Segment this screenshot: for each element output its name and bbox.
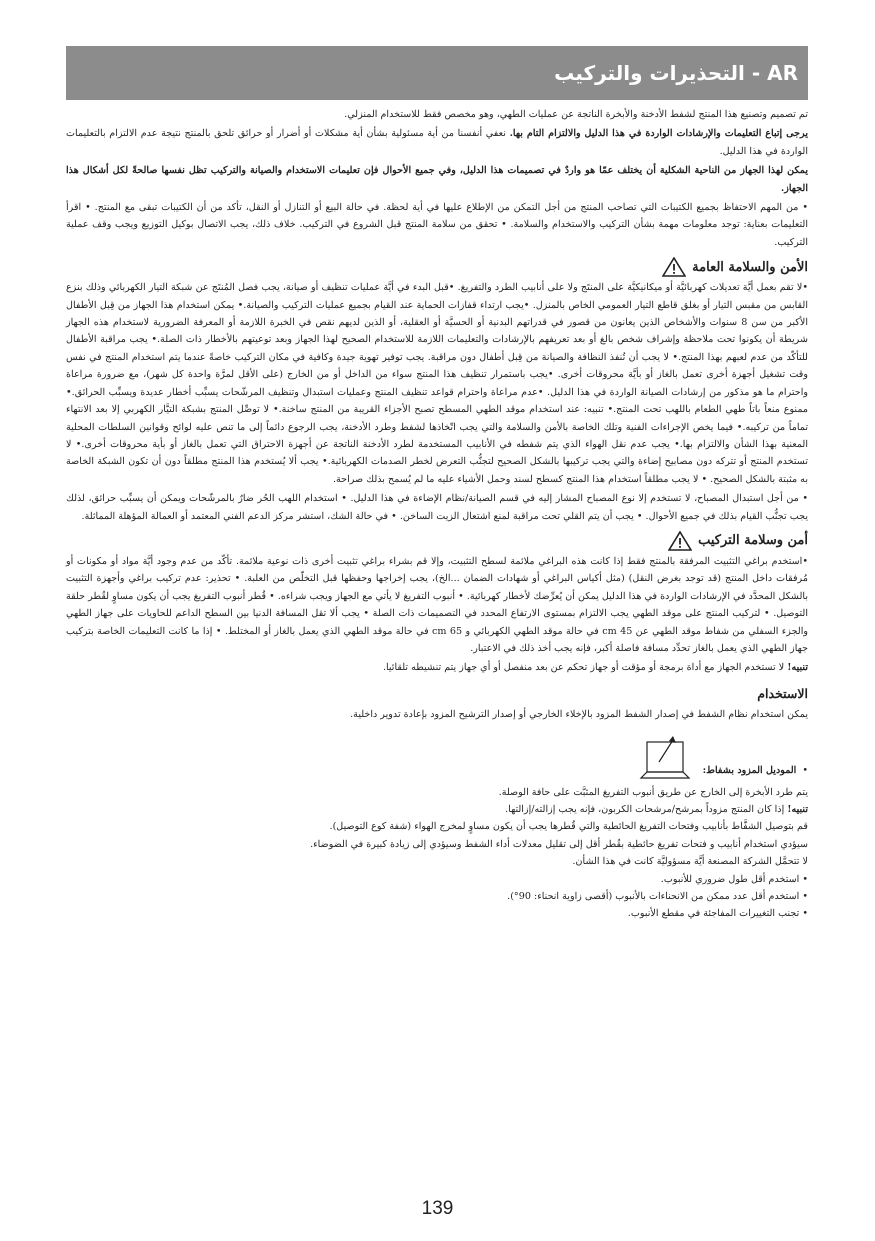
intro-instruction-rest: نعفي أنفسنا من أية مسئولية بشأن أية مشكلات أو أضرار أو حرائق تلحق بالمنتج نتيجة عدم الالتزام بالتعليمات الواردة في هذا الدليل. [66, 128, 808, 157]
ducted-model-title: الموديل المزود بشفاط: [702, 765, 797, 777]
intro-paragraph-2 [66, 125, 808, 160]
list-item: • استخدم أقل طول ضروري للأنبوب. [660, 873, 808, 885]
warning-triangle-icon [668, 531, 692, 551]
install-heading [66, 531, 808, 551]
list-item: سيؤدي استخدام أنابيب و فتحات تفريغ حائطية بقُطر أقل إلى تقليل معدلات أداء الشفط وسيؤدي إلى زيادة كبيرة في الضوضاء. [310, 838, 808, 850]
filter-warning-bold: تنبيه! [787, 804, 808, 815]
usage-paragraph-1: يمكن استخدام نظام الشفط في إصدار الشفط المزود بالإخلاء الخارجي أو إصدار الترشيح المزود بإعادة تدوير داخلية. [350, 709, 808, 721]
list-item: • تجنب التغييرات المفاجئة في مقطع الأنبوب. [627, 908, 808, 920]
usage-title: الاستخدام [757, 685, 808, 701]
list-item: يتم طرد الأبخرة إلى الخارج عن طريق أنبوب التفريغ المثبَّت على حافة الوصلة. [498, 786, 808, 798]
page-number: 139 [421, 1198, 454, 1219]
list-item [66, 801, 808, 818]
intro-paragraph-1: تم تصميم وتصنيع هذا المنتج لشفط الأدخنة والأبخرة الناتجة عن عمليات الطهي، وهو مخصص فقط للاستخدام المنزلي. [344, 109, 808, 120]
install-title: أمن وسلامة التركيب [698, 533, 808, 549]
intro-paragraph-4: • من المهم الاحتفاظ بجميع الكتيبات التي تصاحب المنتج من أجل التمكن من الإطلاع عليها في أية لحظة. في حالة البيع أو التنازل أو النقل، تأكد من أن الكتيبات تبقى مع المنتج. • اقرأ التعليمات بعناية: توجد معلومات مهمة بشأن التركيب والاستخدام والسلامة. • تحقق من سلامة المنتج قبل الشروع في التركيب. خلاف ذلك، يجب الاتصال بوكيل التوزيع ويجب وقف عملية التركيب. [66, 202, 808, 248]
warning-triangle-icon [662, 257, 686, 277]
install-paragraph-2 [66, 659, 808, 676]
install-paragraph-1: •استخدم براغي التثبيت المرفقة بالمنتج فقط إذا كانت هذه البراغي ملائمة لسطح التثبيت، وإلا قم بشراء براغي تثبيت أخرى ذات نوعية ملائمة. تأكّد من عدم وجود أيَّة مواد أو مكونات أو مُرفقات داخل المنتج (قد توجد بغرض النقل) (مثل أكياس البراغي أو شهادات الضمان ...الخ)، يجب إخراجها وحفظها قبل التخلّص من العلبة. • تحذير: عدم تركيب براغي وأجهزة التثبيت بالشكل المحدَّد في الإرشادات الواردة في هذا الدليل يمكن أن يُعرِّضك لأخطار كهربائية. • أنبوب التفريغ لا يأتي مع الجهاز ويجب شراءه. • قُطر أنبوب التفريغ يجب أن يكون مساوٍ لقُطر حلقة التوصيل. • لتركيب المنتج على موقد الطهي يجب الالتزام بمستوى الارتفاع المحدد في التصميمات ذات الصلة • يجب ألا تقل المسافة الدنيا بين السطح الداعم للحاويات على جهاز الطهي والجزء السفلي من شفاط موقد الطهي عن 45 cm في حالة موقد الطهي الكهربائي و 65 cm في حالة موقد الطهي الذي يعمل بالغاز أو المختلط. • إذا ما كانت التعليمات الخاصة بتركيب جهاز الطهي الذي يعمل بالغاز تحدِّد مسافة فاصلة أكبر، فإنه يجب أخذ ذلك في الاعتبار. [66, 555, 808, 654]
ducted-hood-icon [633, 734, 697, 780]
safety-title: الأمن والسلامة العامة [692, 259, 808, 275]
safety-heading [66, 257, 808, 277]
document-body [66, 100, 808, 923]
page-title: AR - التحذيرات والتركيب [554, 61, 798, 85]
list-item: قم بتوصيل الشفَّاط بأنابيب وفتحات التفريغ الحائطية والتي قُطرها يجب أن يكون مساوٍ لمخرج الهواء (شفة كوع التوصيل). [329, 821, 808, 833]
manual-page [66, 46, 808, 923]
bullet-dot: • [802, 765, 808, 777]
intro-instruction-bold: يرجى إتباع التعليمات والإرشادات الواردة في هذا الدليل والالتزام التام بها. [509, 128, 808, 140]
install-warning-rest: لا تستخدم الجهاز مع أداة برمجة أو مؤقت أو جهاز تحكم عن بعد منفصل أو أي جهاز يتم تنشيطه تلقائيا. [382, 662, 788, 674]
ducted-model-row [66, 734, 808, 780]
section-header-bar [66, 46, 808, 100]
list-item: لا تتحمَّل الشركة المصنعة أيَّة مسؤوليَّة كانت في هذا الشأن. [572, 856, 808, 868]
safety-paragraph-1: •لا تقم بعمل أيَّة تعديلات كهربائيَّة أو ميكانيكيَّة على المنتَج ولا على أنابيب الطرد والتفريغ. •قبل البدء في أيَّة عمليات تنظيف أو صيانة، يجب فصل المُنتَج عن شبكة التيار الكهربائي وذلك بنزع القابس من مقبس التيار أو بغلق قاطع التيار العمومي الخاص بالمنزل. •يجب ارتداء قفازات الحماية عند القيام بجميع عمليات التركيب والصيانة.• يمكن استخدام هذا الجهاز من قِبل الأطفال الأكبر من سن 8 سنوات والأشخاص الذين يعانون من قصور في قدراتهم البدنية أو الحسيَّة أو العقلية، أو الذين لديهم نقص في الخبرة اللازمة أو المعرفة الضرورية لاستخدام هذه الجهاز شريطة أن يكونوا تحت ملاحظة وإشراف شخص بالغ أو بعد تعريفهم بالإرشادات والتعليمات اللازمة للاستخدام الصحيح لهذا الجهاز وبعد توعيتهم بالأخطار ذات الصلة.• يجب مراقبة الأطفال للتأكّد من عدم لعبهم بهذا المنتج.• لا يجب أن تُنفذ النظافة والصيانة من قِبل أطفال دون مراقبة. يجب توفير تهوية جيدة وكافية في مكان التركيب خاصةً عندما يتم استخدام المنتج في نفس وقت تشغيل أجهزة أخرى تعمل بالغاز أو بأيَّة محروقات أخرى. •يجب باستمرار تنظيف هذا المنتج سواء من الداخل أو من الخارج (على الأقل لمرَّة واحدة كل شهر)، مع ضرورة مراعاة واحترام ما هو مذكور من إرشادات الصيانة الواردة في هذا الدليل. •عدم مراعاة واحترام قواعد تنظيف المنتج وعمليات استبدال وتنظيف المرشّحات يسبِّب أخطار عديدة ويسبِّب الحرائق.• ممنوع منعاً باتاً طهي الطعام باللهب تحت المنتج.• تنبيه: عند استخدام موقد الطهي المسطح تصبح الأجزاء القريبة من المنتج ساخنة.• لا توصِّل المنتج بشبكة التيَّار الكهربي إلا بعد الانتهاء تماماً من تركيبه.• فيما يخص الإجراءات الفنية وتلك الخاصة بالأمن والسلامة والتي يجب اتّخاذها لشفط وطرد الأدخنة، يجب الرجوع دائماً إلى ما تنص عليه لوائح وقوانين السلطات المحلية المعنية بهذا الشأن والالتزام بها.• يجب عدم نقل الهواء الذي يتم شفطه في الأنابيب المستخدمة لطرد الأدخنة الناتجة عن أجهزة الاحتراق التي تعمل بالغاز أو بأية محروقات أخرى.• لا تستخدم المنتج أو تتركه دون مصابيح إضاءة والتي يجب تركيبها بالشكل الصحيح لتجنُّب التعرض لخطر الصدمات الكهربائية.• يجب ألا يُستخدم هذا المنتج مطلقاً دون أن تكون الشبكة الخاصة به مثبتة بالشكل الصحيح. • لا يجب مطلقاً استخدام هذا المنتج كسطح لسند وحمل الأشياء عليه ما لم يُسمح بذلك صراحة. [66, 282, 808, 485]
intro-paragraph-3: يمكن لهذا الجهاز من الناحية الشكلية أن يختلف عمّا هو واردٌ في تصميمات هذا الدليل، وفي جميع الأحوال فإن تعليمات الاستخدام والصيانة والتركيب تظل نفسها صالحةً لكل أشكال هذا الجهاز. [66, 165, 808, 194]
safety-paragraph-2: • من أجل استبدال المصباح، لا تستخدم إلا نوع المصباح المشار إليه في قسم الصيانة/نظام الإضاءة في هذا الدليل. • استخدام اللهب الحُر ضارٌ بالمرشّحات ويمكن أن يسبِّب حرائق، لذلك يجب تجنُّب القيام بذلك في جميع الأحوال. • يجب أن يتم القلي تحت مراقبة لمنع اشتعال الزيت الساخن. • في حالة الشك، استشر مركز الدعم الفني المعتمد أو العمالة المؤهلة المماثلة. [66, 493, 808, 522]
list-item: • استخدم أقل عدد ممكن من الانحناءات بالأنبوب (أقصى زاوية انحناء: 90°). [507, 891, 808, 903]
install-warning-bold: تنبيه! [787, 662, 808, 674]
filter-warning-rest: إذا كان المنتج مزوداً بمرشح/مرشحات الكربون، فإنه يجب إزالته/إزالتها. [505, 804, 788, 815]
ducted-model-list [66, 784, 808, 923]
